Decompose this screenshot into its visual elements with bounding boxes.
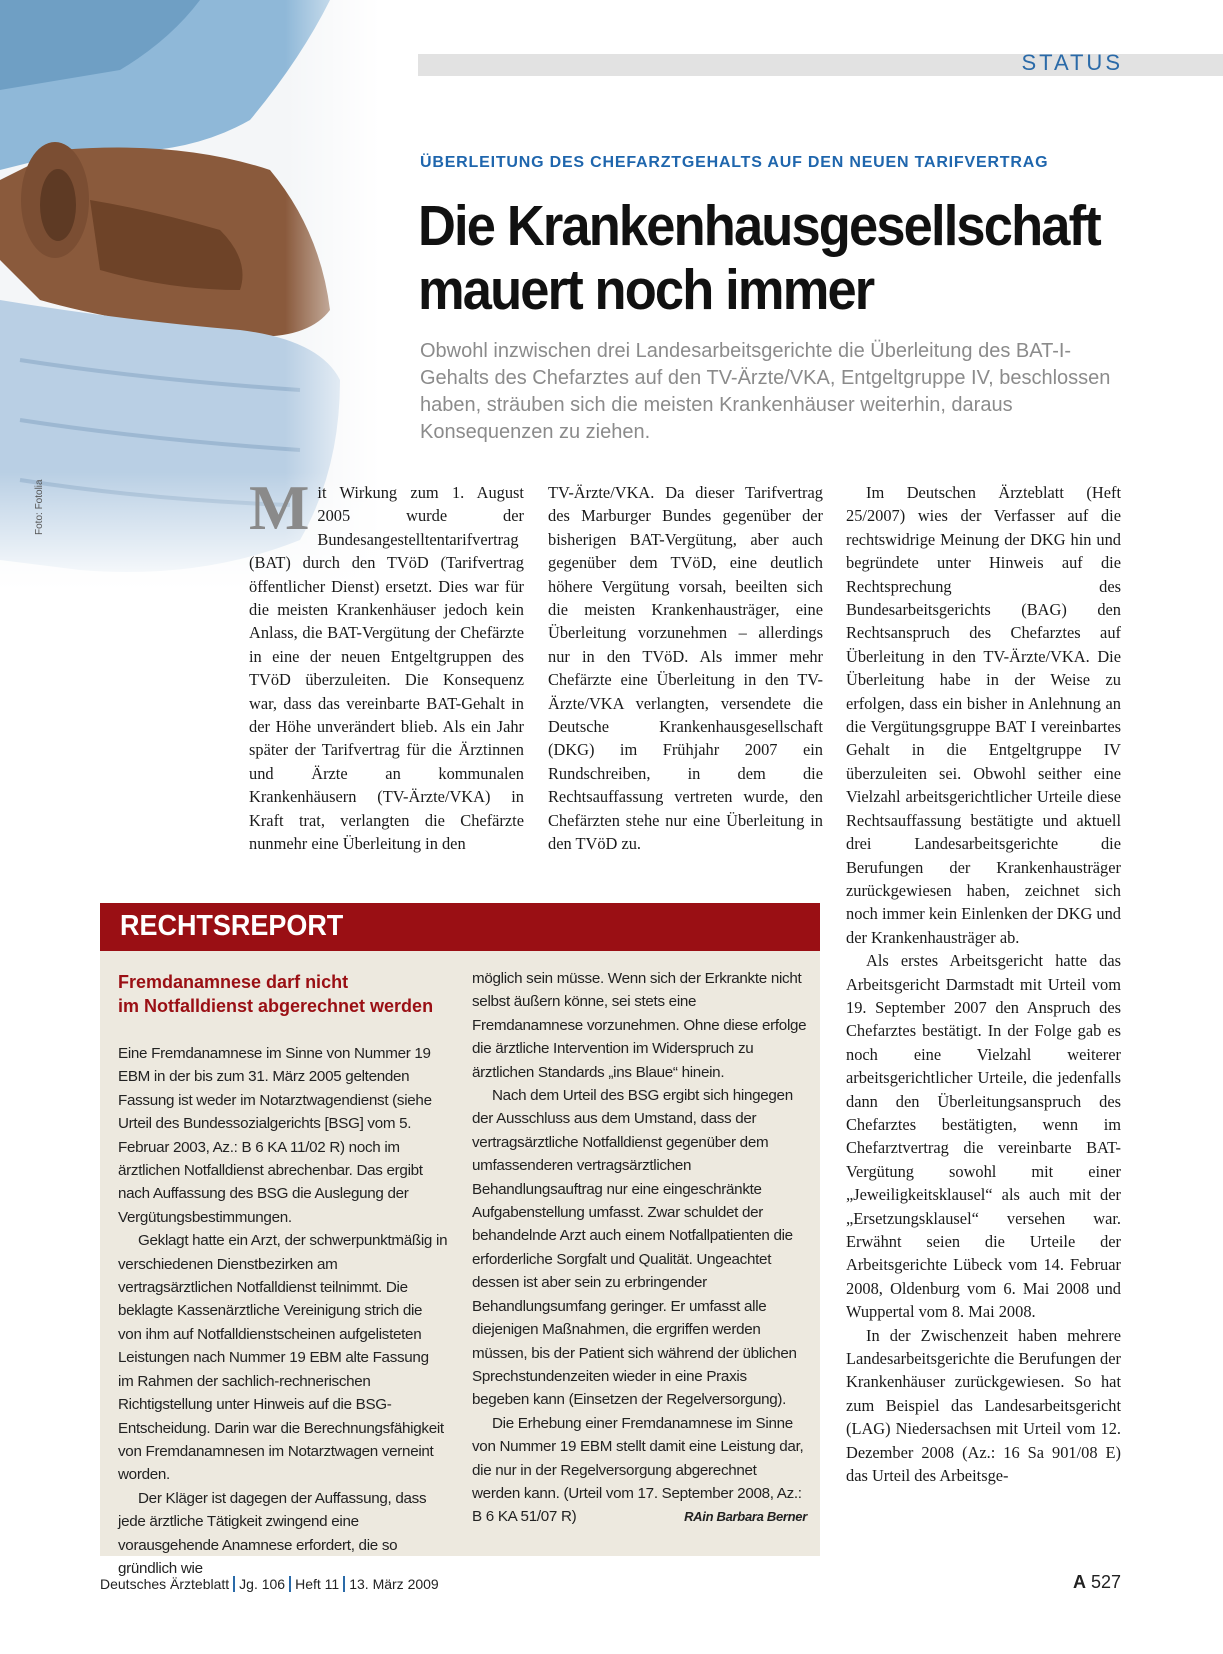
rechtsreport-c2-paragraph-1: möglich sein müsse. Wenn sich der Erkrankte nicht selbst äußern könne, sei stets eine Fremdanamnese vorzunehmen. Ohne diese erfolge die ärztliche Intervention im Widerspruch zu ärztlichen Standards „ins Blaue“ hinein.	[472, 970, 807, 1081]
rechtsreport-column-2	[472, 967, 807, 1529]
journal-date: 13. März 2009	[349, 1576, 439, 1592]
rechtsreport-c1-paragraph-1: Eine Fremdanamnese im Sinne von Nummer 19 EBM in der bis zum 31. März 2005 geltenden Fassung ist weder im Notarztwagendienst (siehe Urteil des Bundessozialgerichts [BSG] vom 5. Februar 2003, Az.: B 6 KA 11/02 R) noch im ärztlichen Notfalldienst abrechenbar. Das ergibt nach Auffassung des BSG die Auslegung der Vergütungsbestimmungen.	[118, 1045, 432, 1226]
section-label: STATUS	[1021, 50, 1123, 75]
photo-credit: Foto: Fotolia	[34, 479, 45, 535]
kicker: ÜBERLEITUNG DES CHEFARZTGEHALTS AUF DEN NEUEN TARIFVERTRAG	[420, 154, 1049, 171]
page-prefix: A	[1072, 1572, 1086, 1592]
rechtsreport-title: RECHTSREPORT	[120, 910, 344, 942]
rechtsreport-column-1	[118, 1042, 448, 1580]
headline-line-1: Die Krankenhausgesellschaft	[418, 194, 1100, 258]
lead-paragraph: Obwohl inzwischen drei Landesarbeitsgerichte die Überleitung des BAT-I-Gehalts des Chefarztes auf den TV-Ärzte/VKA, Entgeltgruppe IV, beschlossen haben, sträuben sich die meisten Krankenhäuser weiterhin, daraus Konsequenzen zu ziehen.	[420, 340, 1111, 443]
headline-line-2: mauert noch immer	[418, 258, 874, 322]
article-column-3	[846, 481, 1121, 1487]
article-col3-paragraph-1: Im Deutschen Ärzteblatt (Heft 25/2007) wies der Verfasser auf die rechtswidrige Meinung der DKG hin und begründete unter Hinweis auf die Rechtsprechung des Bundesarbeitsgerichts (BAG) den Rechtsanspruch des Chefarztes auf Überleitung in den TV-Ärzte/VKA. Die Überleitung habe in der Weise zu erfolgen, dass ein bisher in Anlehnung an die Vergütungsgruppe BAT I vereinbartes Gehalt in die Entgeltgruppe IV überzuleiten sei. Obwohl seither eine Vielzahl arbeitsgerichtlicher Urteile diese Rechtsauffassung bestätigte und aktuell drei Landesarbeitsgerichte die Berufungen der Krankenhausträger zurückgewiesen haben, zeichnet sich noch immer kein Einlenken der DKG und der Krankenhausträger ab.	[846, 483, 1121, 947]
rechtsreport-subtitle-line-2: im Notfalldienst abgerechnet werden	[118, 996, 434, 1016]
footer-separator	[233, 1576, 235, 1592]
rechtsreport-c1-paragraph-2: Geklagt hatte ein Arzt, der schwerpunktmäßig in verschiedenen Dienstbezirken am vertragsärztlichen Notfalldienst teilnimmt. Die beklagte Kassenärztliche Vereinigung strich die von ihm auf Notfalldienstscheinen aufgelisteten Leistungen nach Nummer 19 EBM alte Fassung im Rahmen der sachlich-rechnerischen Richtigstellung unter Hinweis auf die BSG-Entscheidung. Darin war die Berechnungsfähigkeit von Fremdanamnesen im Notarztwagen verneint worden.	[118, 1232, 448, 1484]
rechtsreport-subtitle-line-1: Fremdanamnese darf nicht	[118, 972, 349, 992]
author: RAin Barbara Berner	[684, 1509, 807, 1525]
dropcap: M	[249, 472, 310, 543]
article-column-2	[548, 481, 823, 856]
page-number-value: 527	[1090, 1572, 1121, 1592]
footer	[100, 1576, 439, 1592]
page-number	[1073, 1572, 1121, 1593]
rechtsreport-c1-paragraph-3: Der Kläger ist dagegen der Auffassung, dass jede ärztliche Tätigkeit zwingend eine vorausgehende Anamnese erfordert, die so gründlich wie	[118, 1489, 427, 1577]
rechtsreport-c2-paragraph-2: Nach dem Urteil des BSG ergibt sich hingegen der Ausschluss aus dem Umstand, dass der vertragsärztliche Notfalldienst gegenüber dem umfassenderen vertragsärztlichen Behandlungsauftrag nur eine eingeschränkte Aufgabenstellung umfasst. Zwar schuldet der behandelnde Arzt auch einem Notfallpatienten die erforderliche Sorgfalt und Qualität. Ungeachtet dessen ist aber sein zu erbringender Behandlungsumfang geringer. Er umfasst alle diejenigen Maßnahmen, die ergriffen werden müssen, bis der Patient sich während der üblichen Sprechstundenzeiten wieder in eine Praxis begeben kann (Einsetzen der Regelversorgung).	[472, 1087, 797, 1409]
rechtsreport-c2-paragraph-3-text: Die Erhebung einer Fremdanamnese im Sinne von Nummer 19 EBM stellt damit eine Leistung dar, die nur in der Regelversorgung abgerechnet werden kann. (Urteil vom 17. September 2008, Az.: B 6 KA 51/07 R)	[472, 1414, 804, 1526]
footer-separator	[343, 1576, 345, 1592]
journal-issue: Heft 11	[295, 1576, 340, 1592]
headline	[418, 194, 1145, 322]
rechtsreport-c2-paragraph-3	[472, 1412, 807, 1529]
article-col3-paragraph-2: Als erstes Arbeitsgericht hatte das Arbeitsgericht Darmstadt mit Urteil vom 19. September 2007 den Anspruch des Chefarztes bestätigt. In der Folge gab es noch eine Vielzahl weiterer arbeitsgerichtlicher Urteile, die jedenfalls dann den Überleitungsanspruch des Chefarztes bestätigten, wenn im Chefarztvertrag die vereinbarte BAT-Vergütung sowohl mit einer „Jeweiligkeitsklausel“ als auch mit der „Ersetzungsklausel“ versehen war. Erwähnt seien die Urteile der Arbeitsgerichte Lübeck vom 14. Februar 2008, Oldenburg vom 6. Mai 2008 und Wuppertal vom 8. Mai 2008.	[846, 951, 1121, 1322]
journal-volume: Jg. 106	[239, 1576, 286, 1592]
footer-separator	[289, 1576, 291, 1592]
article-column-1	[249, 472, 524, 856]
rechtsreport-subtitle	[118, 970, 438, 1018]
article-col2-text: TV-Ärzte/VKA. Da dieser Tarifvertrag des Marburger Bundes gegenüber der bisherigen BAT-Vergütung, aber auch gegenüber dem TVöD, eine deutlich höhere Vergütung vorsah, beeilten sich die meisten Krankenhausträger, eine Überleitung vorzunehmen – allerdings nur in den TVöD. Als immer mehr Chefärzte eine Überleitung in den TV-Ärzte/VKA verlangten, versendete die Deutsche Krankenhausgesellschaft (DKG) im Frühjahr 2007 ein Rundschreiben, in dem die Rechtsauffassung vertreten wurde, den Chefärzten stehe nur eine Überleitung in den TVöD zu.	[548, 483, 823, 854]
journal-name: Deutsches Ärzteblatt	[100, 1576, 230, 1592]
article-col3-paragraph-3: In der Zwischenzeit haben mehrere Landesarbeitsgerichte die Berufungen der Krankenhäuser zurückgewiesen. So hat zum Beispiel das Landesarbeitsgericht (LAG) Niedersachsen mit Urteil vom 12. Dezember 2008 (Az.: 16 Sa 901/08 E) das Urteil des Arbeitsge-	[846, 1325, 1121, 1486]
article-col1-text: it Wirkung zum 1. August 2005 wurde der Bundesangestelltentarifvertrag (BAT) durch den TVöD (Tarifvertrag öffentlicher Dienst) ersetzt. Dies war für die meisten Krankenhäuser jedoch kein Anlass, die BAT-Vergütung der Chefärzte in eine der neuen Entgeltgruppen des TVöD überzuleiten. Die Konsequenz war, dass das vereinbarte BAT-Gehalt in der Höhe unverändert blieb. Als ein Jahr später der Tarifvertrag für die Ärztinnen und Ärzte an kommunalen Krankenhäusern (TV-Ärzte/VKA) in Kraft trat, verlangten die Chefärzte nunmehr eine Überleitung in den	[249, 483, 524, 854]
